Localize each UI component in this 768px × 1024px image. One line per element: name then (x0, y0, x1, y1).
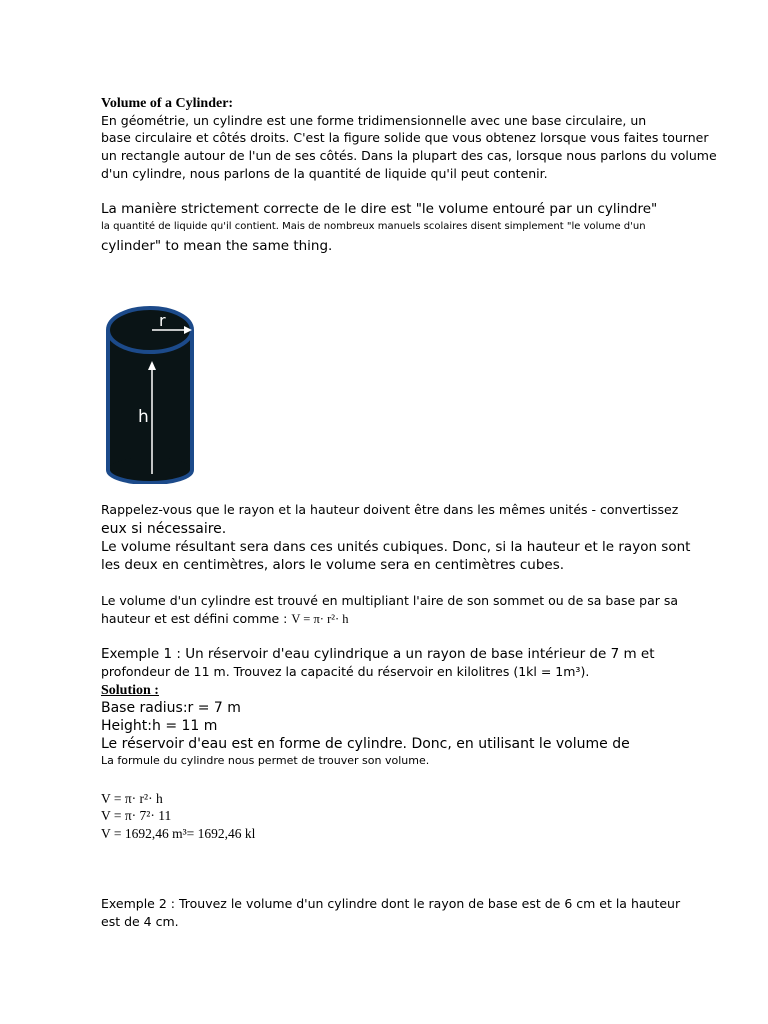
intro-line: d'un cylindre, nous parlons de la quantité de liquide qu'il peut contenir. (101, 166, 548, 181)
volume-formula: V = π· r²· h (291, 612, 349, 626)
intro-line: un rectangle autour de l'un de ses côtés. Dans la plupart des cas, lorsque nous parlons du volume (101, 148, 717, 163)
step-formula: V = π· r²· h (101, 791, 163, 806)
units-line-3: Le volume résultant sera dans ces unités cubiques. Donc, si la hauteur et le rayon sont (101, 539, 691, 555)
height-line: Height:h = 11 m (101, 718, 218, 734)
definition-line-1: Le volume d'un cylindre est trouvé en multipliant l'aire de son sommet ou de sa base par sa (101, 593, 679, 608)
step-substitution: V = π· 7²· 11 (101, 808, 172, 823)
example1-line-2: profondeur de 11 m. Trouvez la capacité du réservoir en kilolitres (1kl = 1m³). (101, 664, 590, 679)
example2-line-2: est de 4 cm. (101, 914, 179, 929)
height-label: h (138, 407, 149, 427)
manner-line-1: La manière strictement correcte de le dire est "le volume entouré par un cylindre" (101, 201, 658, 217)
manner-line-2: la quantité de liquide qu'il contient. Mais de nombreux manuels scolaires disent simplement "le volume d'un (101, 221, 646, 232)
cylinder-diagram (100, 304, 200, 484)
example2-line-1: Exemple 2 : Trouvez le volume d'un cylindre dont le rayon de base est de 6 cm et la hauteur (101, 896, 681, 911)
manner-line-3: cylinder" to mean the same thing. (101, 238, 333, 254)
formula-note: La formule du cylindre nous permet de trouver son volume. (101, 754, 430, 767)
example1-line-1: Exemple 1 : Un réservoir d'eau cylindrique a un rayon de base intérieur de 7 m et (101, 646, 655, 662)
section-heading: Volume of a Cylinder: (101, 96, 234, 111)
definition-line-2: hauteur et est défini comme : V = π· r²· h (101, 611, 349, 626)
units-line-4: les deux en centimètres, alors le volume sera en centimètres cubes. (101, 557, 565, 573)
units-line-1: Rappelez-vous que le rayon et la hauteur doivent être dans les mêmes unités - convertissez (101, 502, 679, 517)
radius-label: r (159, 311, 166, 330)
intro-line: base circulaire et côtés droits. C'est la figure solide que vous obtenez lorsque vous faites tourner (101, 130, 709, 145)
solution-label: Solution : (101, 683, 159, 698)
intro-line: En géométrie, un cylindre est une forme tridimensionnelle avec une base circulaire, un (101, 113, 647, 128)
units-line-2: eux si nécessaire. (101, 521, 227, 537)
step-result: V = 1692,46 m³= 1692,46 kl (101, 826, 256, 841)
base-radius-line: Base radius:r = 7 m (101, 700, 241, 716)
tank-line: Le réservoir d'eau est en forme de cylindre. Donc, en utilisant le volume de (101, 736, 630, 752)
